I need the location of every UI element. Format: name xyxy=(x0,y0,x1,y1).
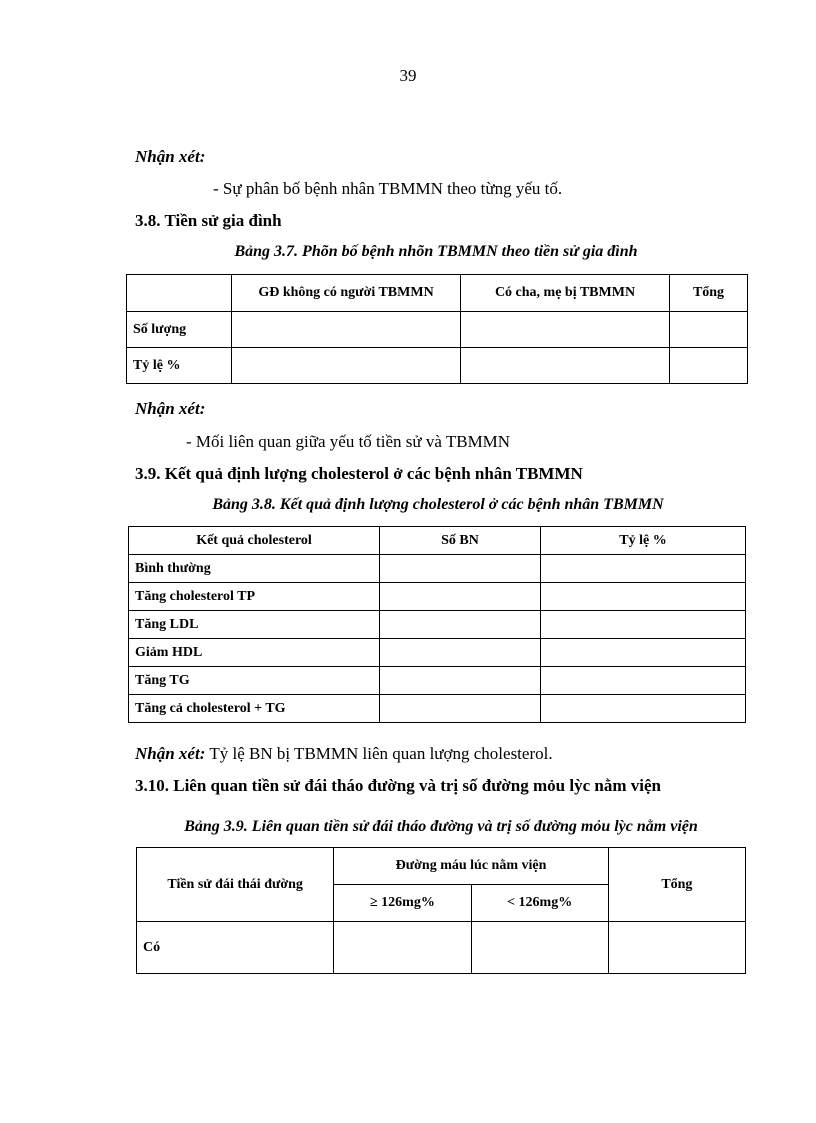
table-3-8-row-label: Tăng cholesterol TP xyxy=(129,583,380,611)
table-3-8-cell xyxy=(541,639,746,667)
table-3-9-cell xyxy=(471,922,608,974)
page-number: 39 xyxy=(399,66,417,85)
table-3-8-caption: Bảng 3.8. Kết quả định lượng cholesterol ở các bệnh nhân TBMMN xyxy=(212,496,664,513)
remark-2-text: - Mối liên quan giữa yếu tố tiền sử và TBMMN xyxy=(186,432,511,451)
table-3-7-header-cell: GĐ không có người TBMMN xyxy=(232,275,461,312)
table-3-7-header-cell: Có cha, mẹ bị TBMMN xyxy=(461,275,670,312)
remark-3 xyxy=(135,744,553,764)
table-3-8-cell xyxy=(541,611,746,639)
table-3-8-cell xyxy=(380,555,541,583)
table-3-8-cell xyxy=(541,667,746,695)
table-3-7-caption: Bảng 3.7. Phõn bố bệnh nhõn TBMMN theo tiền sử gia đình xyxy=(234,243,638,260)
remark-label-3: Nhận xét: xyxy=(135,744,206,763)
table-3-9 xyxy=(136,847,746,974)
remark-label-1: Nhận xét: xyxy=(135,147,206,166)
table-3-8 xyxy=(128,526,746,723)
table-3-8-cell xyxy=(380,667,541,695)
remark-3-text: Tỷ lệ BN bị TBMMN liên quan lượng cholesterol. xyxy=(209,744,553,763)
table-3-7-header-cell: Tổng xyxy=(670,275,748,312)
table-3-7-cell xyxy=(670,348,748,384)
table-3-9-subheader: ≥ 126mg% xyxy=(334,885,471,922)
table-3-8-row-label: Giảm HDL xyxy=(129,639,380,667)
section-3-8-heading: 3.8. Tiền sử gia đình xyxy=(135,211,282,230)
table-3-8-header-cell: Kết quả cholesterol xyxy=(129,527,380,555)
table-3-9-col1-header: Tiền sử đái thái đường xyxy=(137,848,334,922)
table-3-8-row-label: Tăng TG xyxy=(129,667,380,695)
table-3-9-total-header: Tổng xyxy=(608,848,745,922)
table-3-8-row-label: Tăng cả cholesterol + TG xyxy=(129,695,380,723)
section-3-10-heading: 3.10. Liên quan tiền sử đái tháo đường và trị số đường mỏu lỳc nằm viện xyxy=(135,776,661,795)
table-3-8-cell xyxy=(380,695,541,723)
table-3-8-cell xyxy=(380,583,541,611)
table-3-7 xyxy=(126,274,748,384)
table-3-7-cell xyxy=(670,312,748,348)
table-3-7-row-label: Tỷ lệ % xyxy=(127,348,232,384)
table-3-7-header-cell xyxy=(127,275,232,312)
table-3-9-caption: Bảng 3.9. Liên quan tiền sử đái tháo đường và trị số đường mỏu lỳc nằm viện xyxy=(184,818,698,835)
table-3-7-cell xyxy=(232,312,461,348)
table-3-8-cell xyxy=(541,555,746,583)
table-3-7-cell xyxy=(461,312,670,348)
table-3-7-cell xyxy=(461,348,670,384)
table-3-8-row-label: Tăng LDL xyxy=(129,611,380,639)
table-3-8-header-cell: Tỷ lệ % xyxy=(541,527,746,555)
table-3-9-subheader: < 126mg% xyxy=(471,885,608,922)
table-3-7-row-label: Số lượng xyxy=(127,312,232,348)
table-3-8-cell xyxy=(541,695,746,723)
table-3-8-cell xyxy=(380,639,541,667)
table-3-8-header-cell: Số BN xyxy=(380,527,541,555)
section-3-9-heading: 3.9. Kết quả định lượng cholesterol ở các bệnh nhân TBMMN xyxy=(135,464,583,483)
table-3-9-row-label: Có xyxy=(137,922,334,974)
table-3-8-cell xyxy=(541,583,746,611)
remark-1-text: - Sự phân bố bệnh nhân TBMMN theo từng yếu tố. xyxy=(213,179,563,198)
remark-label-2: Nhận xét: xyxy=(135,399,206,418)
table-3-9-group-header: Đường máu lúc nằm viện xyxy=(334,848,608,885)
table-3-8-cell xyxy=(380,611,541,639)
table-3-9-cell xyxy=(334,922,471,974)
table-3-7-cell xyxy=(232,348,461,384)
table-3-9-cell xyxy=(608,922,745,974)
table-3-8-row-label: Bình thường xyxy=(129,555,380,583)
